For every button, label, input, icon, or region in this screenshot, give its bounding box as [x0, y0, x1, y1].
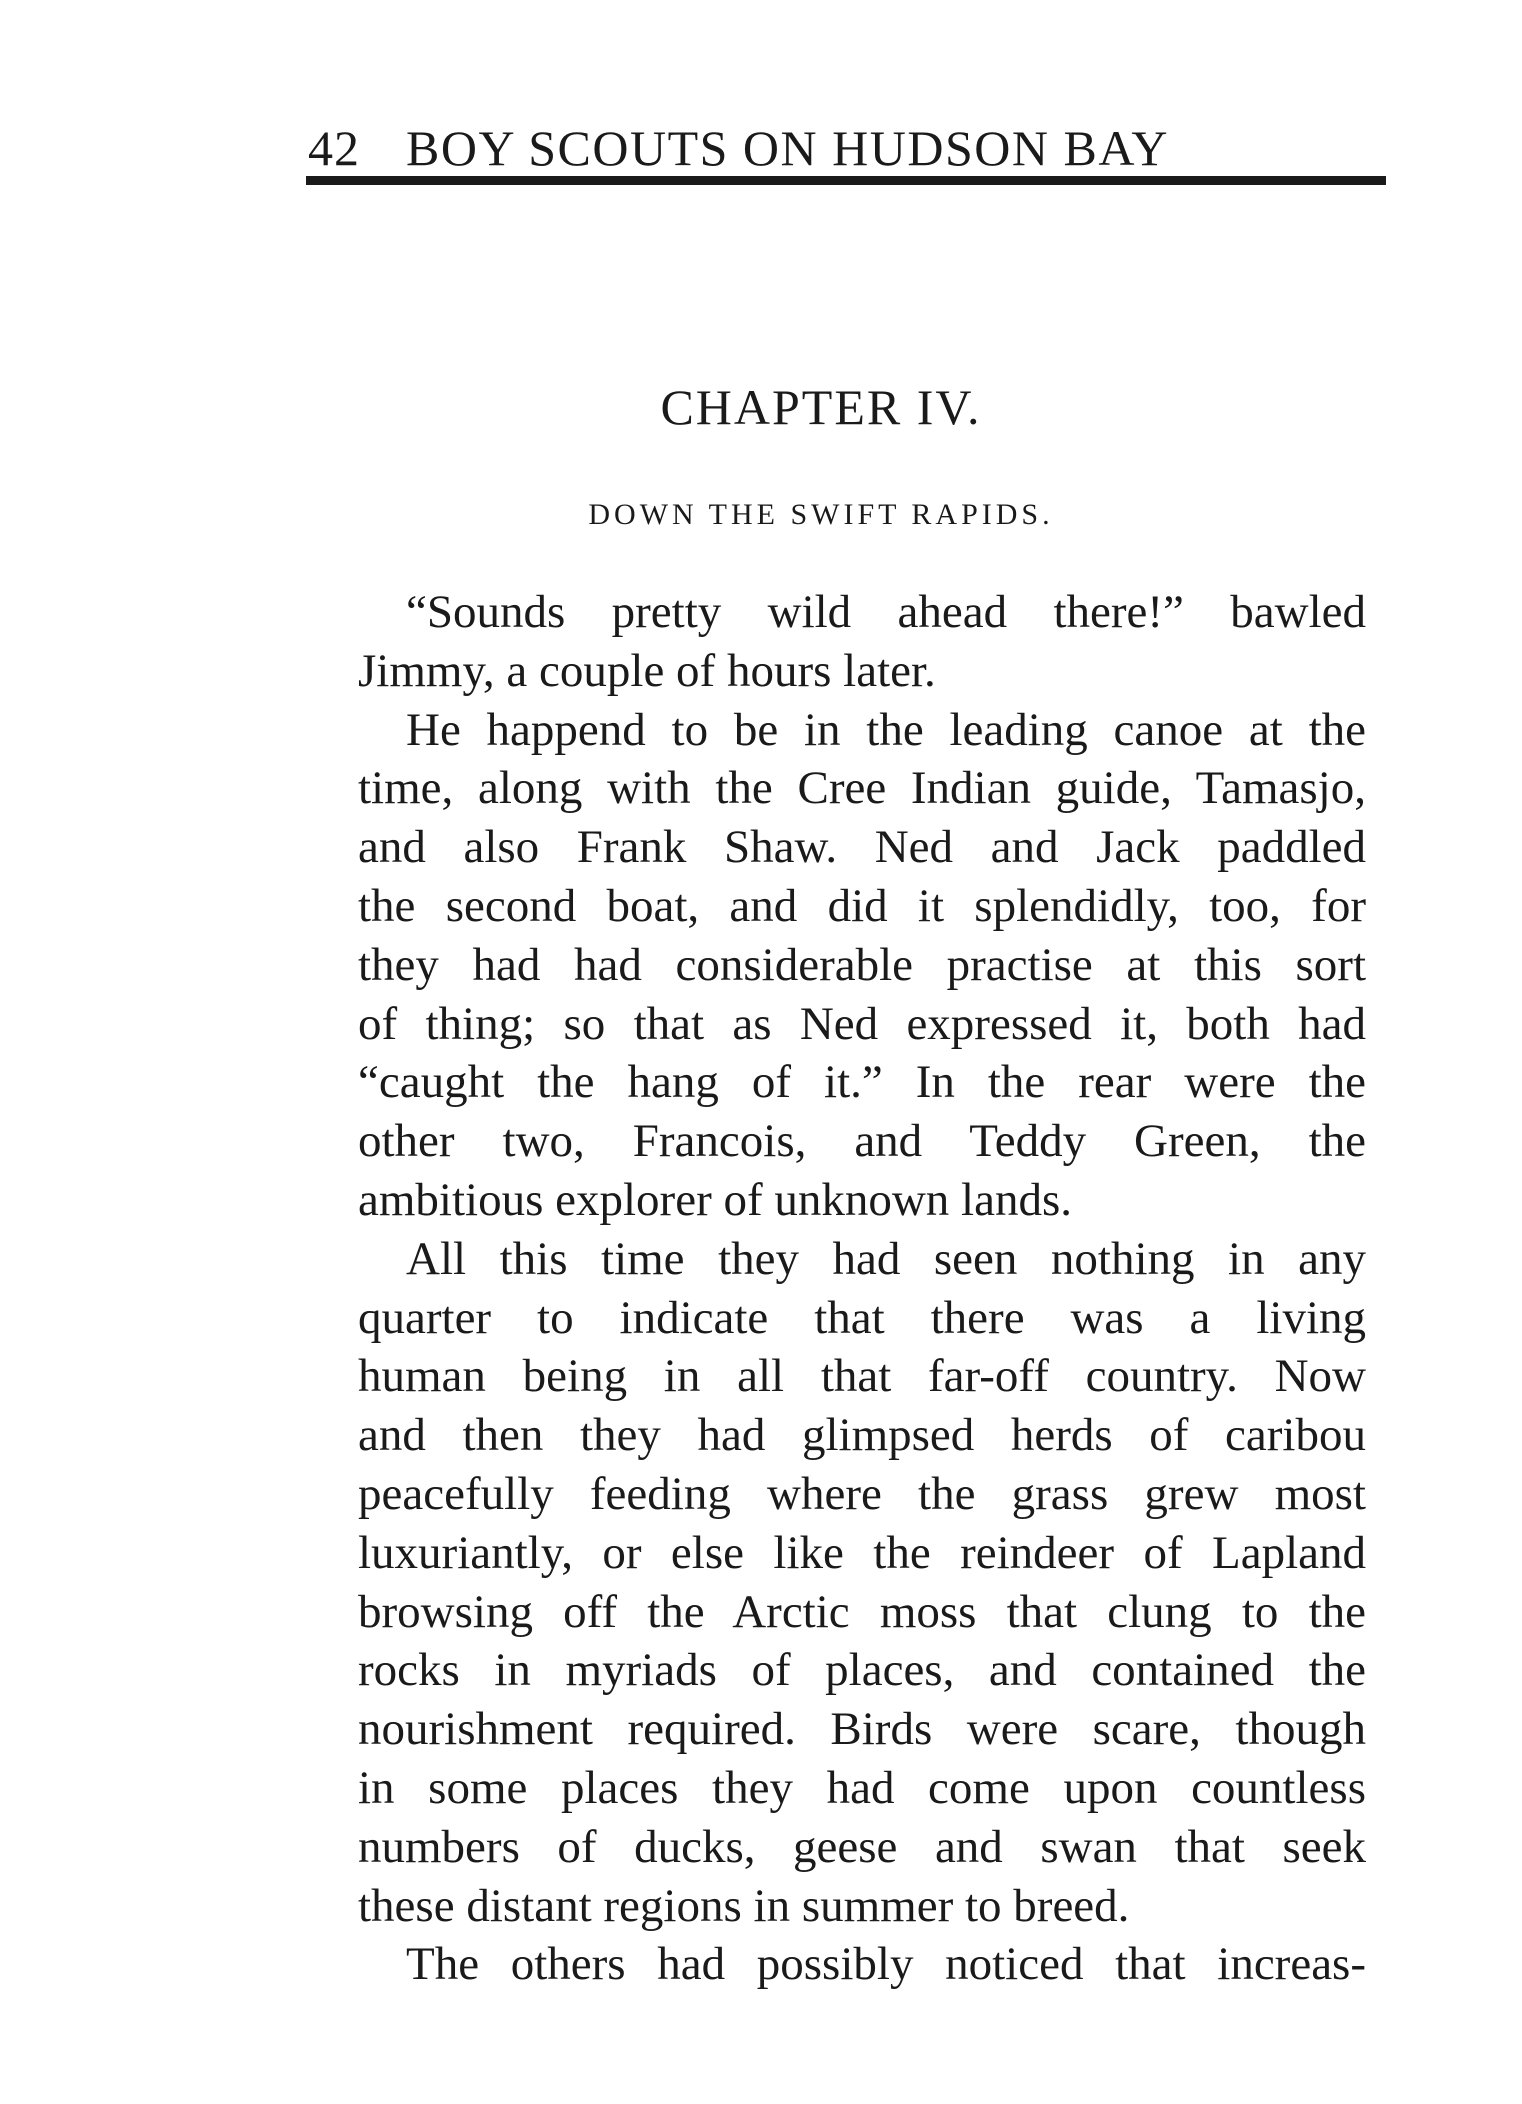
text-line: peacefully feeding where the grass grew most — [358, 1467, 1366, 1520]
text-line: “caught the hang of it.” In the rear were the — [358, 1056, 1366, 1109]
text-line: All this time they had seen nothing in any — [406, 1232, 1366, 1285]
text-line: He happend to be in the leading canoe at the — [406, 703, 1366, 756]
chapter-subtitle: DOWN THE SWIFT RAPIDS. — [588, 498, 1054, 531]
text-line: they had had considerable practise at this sort — [358, 938, 1366, 991]
text-line: numbers of ducks, geese and swan that seek — [358, 1820, 1366, 1873]
body-text — [308, 583, 1366, 1994]
paragraph — [308, 1935, 1366, 1994]
page-number: 42 — [308, 120, 360, 176]
text-line: “Sounds pretty wild ahead there!” bawled — [406, 586, 1366, 638]
text-line: and then they had glimpsed herds of caribou — [358, 1409, 1366, 1462]
header-rule — [306, 176, 1386, 185]
text-line: nourishment required. Birds were scare, though — [358, 1703, 1366, 1756]
text-line: The others had possibly noticed that increas- — [406, 1938, 1366, 1991]
paragraph — [308, 701, 1366, 1230]
paragraph — [308, 583, 1366, 701]
text-line: time, along with the Cree Indian guide, Tamasjo, — [358, 762, 1366, 815]
text-line: in some places they had come upon countless — [358, 1761, 1366, 1814]
text-line: of thing; so that as Ned expressed it, both had — [358, 997, 1366, 1050]
text-line: luxuriantly, or else like the reindeer of Lapland — [358, 1526, 1366, 1579]
text-line: rocks in myriads of places, and contained the — [358, 1644, 1366, 1697]
text-line: ambitious explorer of unknown lands. — [358, 1173, 1073, 1226]
text-line: these distant regions in summer to breed. — [358, 1879, 1130, 1932]
text-line: quarter to indicate that there was a living — [358, 1291, 1366, 1344]
text-line: human being in all that far-off country. Now — [358, 1350, 1366, 1403]
text-line: the second boat, and did it splendidly, too, for — [358, 879, 1366, 932]
chapter-title: CHAPTER IV. — [660, 379, 982, 435]
text-line: browsing off the Arctic moss that clung to the — [358, 1585, 1366, 1638]
paragraph — [308, 1230, 1366, 1936]
book-title: BOY SCOUTS ON HUDSON BAY — [406, 120, 1169, 176]
text-line: Jimmy, a couple of hours later. — [358, 644, 936, 697]
text-line: and also Frank Shaw. Ned and Jack paddled — [358, 821, 1366, 874]
text-line: other two, Francois, and Teddy Green, the — [358, 1115, 1366, 1168]
